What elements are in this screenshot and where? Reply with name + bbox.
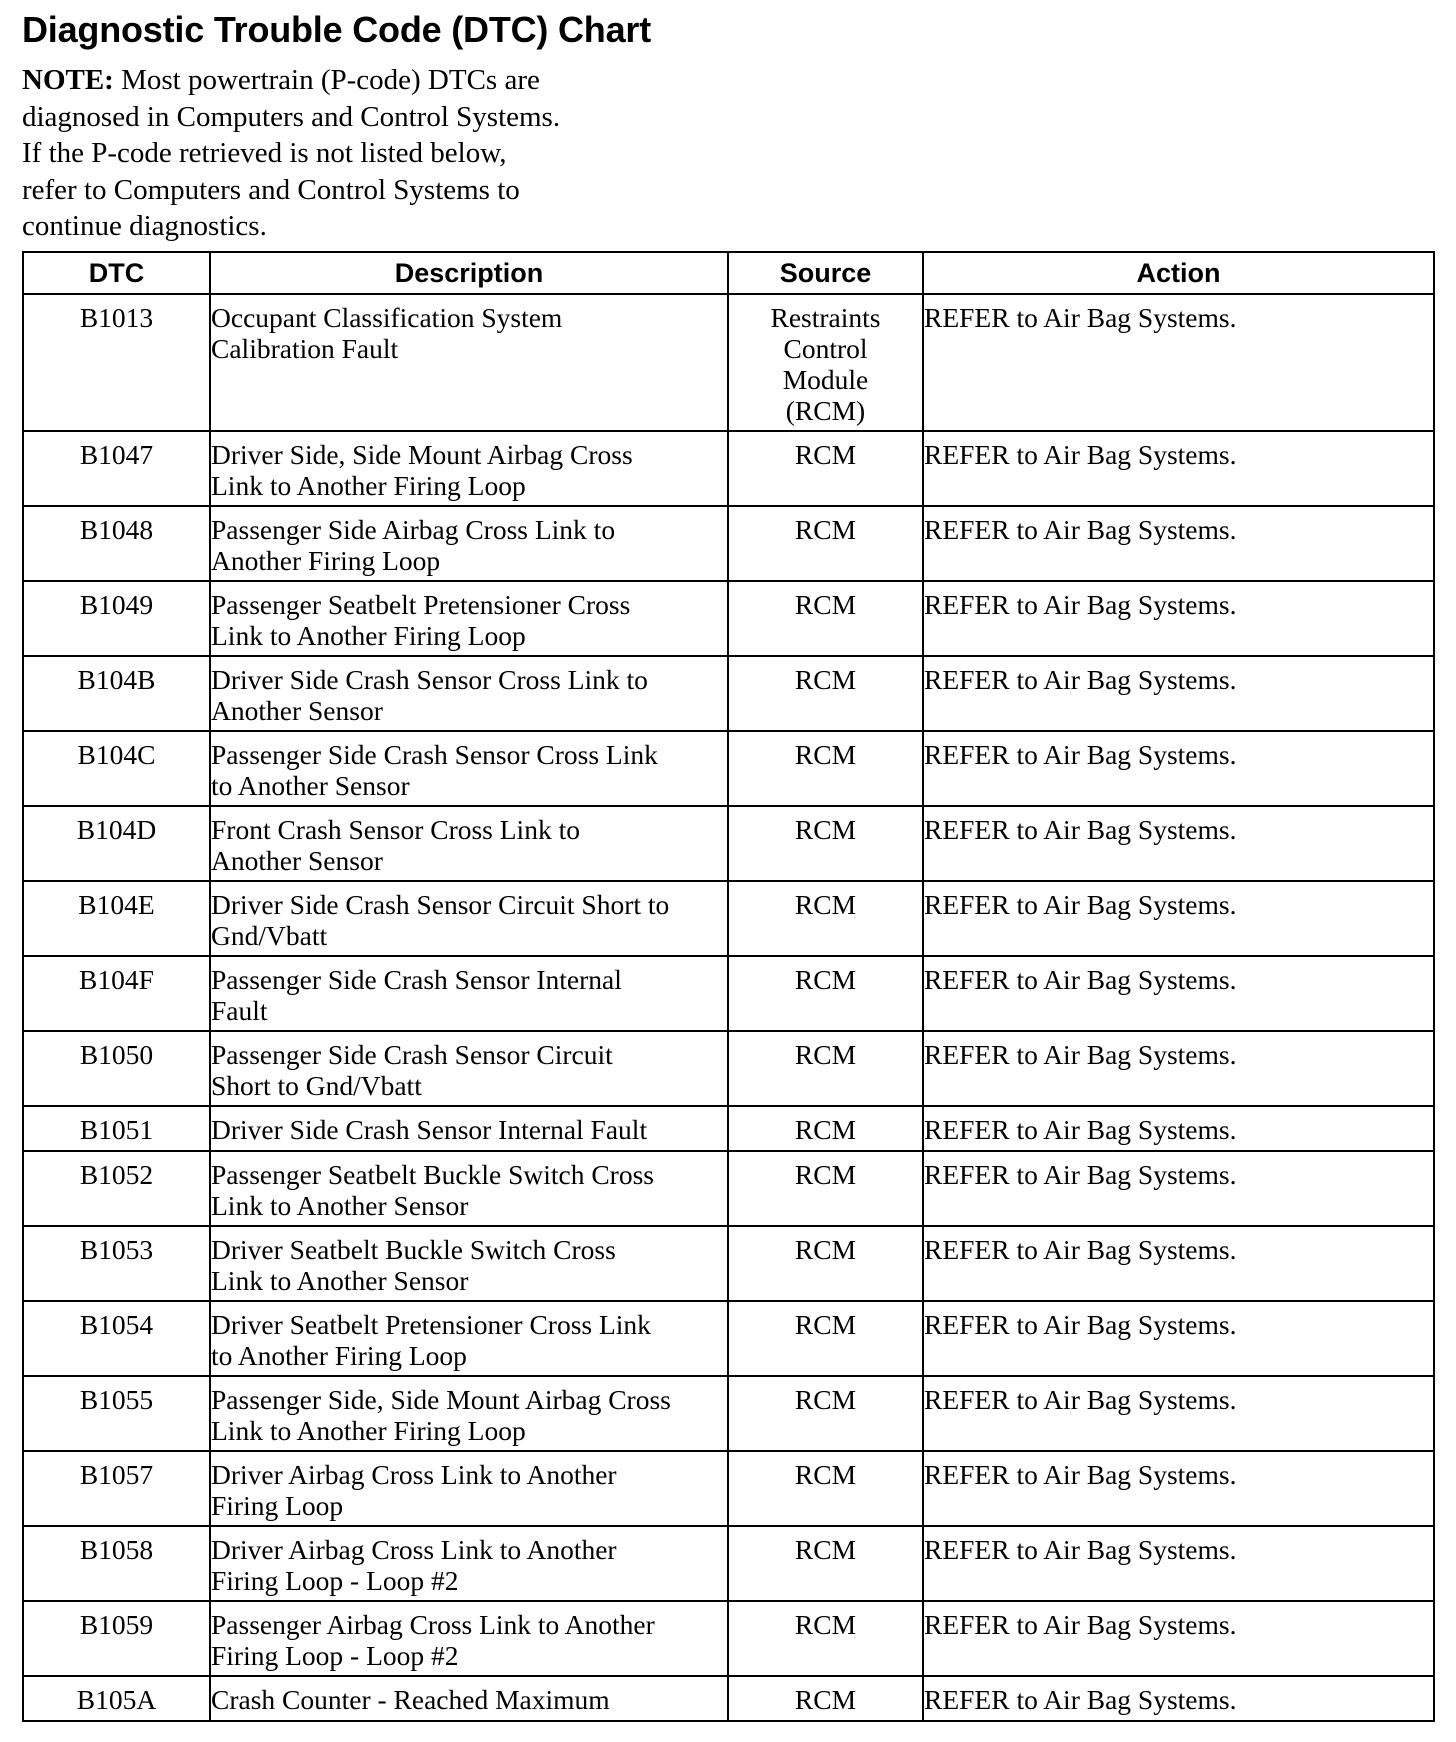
table-header [23, 252, 1434, 294]
description-line: Calibration Fault [211, 333, 399, 364]
source-line: Control [783, 333, 868, 364]
description-line: Passenger Side Airbag Cross Link to [211, 514, 616, 545]
source-line: RCM [794, 1159, 857, 1190]
action-cell: REFER to Air Bag Systems. [923, 506, 1434, 581]
action-cell: REFER to Air Bag Systems. [923, 1676, 1434, 1721]
source-cell [728, 431, 923, 506]
description-line: Another Sensor [211, 845, 383, 876]
dtc-code-cell: B105A [23, 1676, 210, 1721]
description-cell [210, 656, 728, 731]
description-cell [210, 1376, 728, 1451]
description-line: Fault [211, 995, 268, 1026]
table-row [23, 1451, 1434, 1526]
description-line: Driver Airbag Cross Link to Another [211, 1534, 617, 1565]
action-cell: REFER to Air Bag Systems. [923, 581, 1434, 656]
description-line: Front Crash Sensor Cross Link to [211, 814, 580, 845]
source-line: Restraints [770, 302, 881, 333]
note-line: continue diagnostics. [22, 210, 267, 242]
note-text: Most powertrain (P-code) DTCs are [113, 64, 540, 96]
source-cell [728, 1106, 923, 1151]
table-row [23, 1526, 1434, 1601]
action-cell: REFER to Air Bag Systems. [923, 1031, 1434, 1106]
action-cell: REFER to Air Bag Systems. [923, 731, 1434, 806]
description-line: Another Firing Loop [211, 545, 441, 576]
description-line: Crash Counter - Reached Maximum [211, 1684, 610, 1715]
description-line: Passenger Side Crash Sensor Cross Link [211, 739, 658, 770]
source-line: Module [782, 364, 869, 395]
description-cell [210, 431, 728, 506]
dtc-table [22, 251, 1435, 1722]
description-line: Driver Side Crash Sensor Internal Fault [211, 1114, 648, 1145]
description-line: Link to Another Firing Loop [211, 620, 526, 651]
source-cell [728, 731, 923, 806]
note-label: NOTE: [22, 64, 114, 96]
action-cell: REFER to Air Bag Systems. [923, 1601, 1434, 1676]
description-cell [210, 1676, 728, 1721]
description-cell [210, 1451, 728, 1526]
description-line: Link to Another Firing Loop [211, 1415, 526, 1446]
dtc-code-cell: B104C [23, 731, 210, 806]
action-cell: REFER to Air Bag Systems. [923, 1376, 1434, 1451]
source-line: RCM [794, 889, 857, 920]
table-row [23, 1601, 1434, 1676]
table-row [23, 1106, 1434, 1151]
source-cell [728, 1151, 923, 1226]
dtc-code-cell: B1052 [23, 1151, 210, 1226]
action-cell: REFER to Air Bag Systems. [923, 1106, 1434, 1151]
table-row [23, 881, 1434, 956]
source-line: RCM [794, 1684, 857, 1715]
source-line: RCM [794, 1384, 857, 1415]
source-cell [728, 1676, 923, 1721]
source-line: RCM [794, 1114, 857, 1145]
source-cell [728, 806, 923, 881]
description-line: Link to Another Sensor [211, 1190, 469, 1221]
description-line: Driver Side, Side Mount Airbag Cross [211, 439, 633, 470]
header-dtc: DTC [23, 252, 210, 294]
description-line: Passenger Side, Side Mount Airbag Cross [211, 1384, 671, 1415]
header-source: Source [728, 252, 923, 294]
description-line: Firing Loop - Loop #2 [211, 1565, 459, 1596]
table-row [23, 581, 1434, 656]
header-row [23, 252, 1434, 294]
source-cell [728, 656, 923, 731]
description-cell [210, 731, 728, 806]
source-line: RCM [794, 589, 857, 620]
source-line: RCM [794, 514, 857, 545]
description-cell [210, 1106, 728, 1151]
table-row [23, 1301, 1434, 1376]
description-cell [210, 1526, 728, 1601]
table-row [23, 1226, 1434, 1301]
action-cell: REFER to Air Bag Systems. [923, 881, 1434, 956]
description-line: Another Sensor [211, 695, 383, 726]
description-cell [210, 881, 728, 956]
source-line: RCM [794, 1459, 857, 1490]
action-cell: REFER to Air Bag Systems. [923, 956, 1434, 1031]
source-line: RCM [794, 1534, 857, 1565]
description-line: Firing Loop - Loop #2 [211, 1640, 459, 1671]
action-cell: REFER to Air Bag Systems. [923, 1151, 1434, 1226]
action-cell: REFER to Air Bag Systems. [923, 294, 1434, 431]
table-body [23, 294, 1434, 1721]
description-line: to Another Firing Loop [211, 1340, 467, 1371]
description-cell [210, 1301, 728, 1376]
dtc-code-cell: B1050 [23, 1031, 210, 1106]
table-row [23, 1031, 1434, 1106]
description-line: Passenger Seatbelt Pretensioner Cross [211, 589, 631, 620]
description-line: Driver Side Crash Sensor Cross Link to [211, 664, 648, 695]
description-line: Passenger Side Crash Sensor Circuit [211, 1039, 613, 1070]
dtc-code-cell: B104E [23, 881, 210, 956]
description-line: Driver Seatbelt Pretensioner Cross Link [211, 1309, 651, 1340]
description-line: Link to Another Sensor [211, 1265, 469, 1296]
description-cell [210, 581, 728, 656]
table-row [23, 1676, 1434, 1721]
source-cell [728, 506, 923, 581]
table-row [23, 731, 1434, 806]
source-cell [728, 1526, 923, 1601]
dtc-code-cell: B1054 [23, 1301, 210, 1376]
description-line: Driver Seatbelt Buckle Switch Cross [211, 1234, 616, 1265]
source-line: RCM [794, 814, 857, 845]
description-cell [210, 806, 728, 881]
description-line: Gnd/Vbatt [211, 920, 328, 951]
source-cell [728, 581, 923, 656]
table-row [23, 506, 1434, 581]
source-line: RCM [794, 1309, 857, 1340]
description-line: Firing Loop [211, 1490, 344, 1521]
action-cell: REFER to Air Bag Systems. [923, 431, 1434, 506]
dtc-code-cell: B1057 [23, 1451, 210, 1526]
source-cell [728, 1376, 923, 1451]
table-row [23, 806, 1434, 881]
source-cell [728, 294, 923, 431]
table-row [23, 956, 1434, 1031]
table-row [23, 431, 1434, 506]
source-cell [728, 1226, 923, 1301]
description-line: Passenger Side Crash Sensor Internal [211, 964, 622, 995]
source-line: RCM [794, 1609, 857, 1640]
dtc-code-cell: B1048 [23, 506, 210, 581]
action-cell: REFER to Air Bag Systems. [923, 1451, 1434, 1526]
header-action: Action [923, 252, 1434, 294]
header-description: Description [210, 252, 728, 294]
source-cell [728, 1031, 923, 1106]
source-cell [728, 1601, 923, 1676]
description-cell [210, 1031, 728, 1106]
action-cell: REFER to Air Bag Systems. [923, 1526, 1434, 1601]
table-row [23, 656, 1434, 731]
note-line [22, 62, 642, 99]
description-line: Occupant Classification System [211, 302, 563, 333]
dtc-code-cell: B1047 [23, 431, 210, 506]
note-line: diagnosed in Computers and Control Systems. [22, 100, 561, 133]
source-line: RCM [794, 664, 857, 695]
action-cell: REFER to Air Bag Systems. [923, 656, 1434, 731]
note-line: If the P-code retrieved is not listed below, [22, 137, 507, 169]
description-cell [210, 1226, 728, 1301]
description-cell [210, 1601, 728, 1676]
action-cell: REFER to Air Bag Systems. [923, 1301, 1434, 1376]
description-line: Driver Side Crash Sensor Circuit Short to [211, 889, 670, 920]
table-row [23, 1151, 1434, 1226]
source-cell [728, 1451, 923, 1526]
table-row [23, 294, 1434, 431]
source-line: RCM [794, 439, 857, 470]
note-paragraph [22, 62, 642, 245]
dtc-code-cell: B1013 [23, 294, 210, 431]
description-cell [210, 294, 728, 431]
source-line: RCM [794, 964, 857, 995]
description-line: Link to Another Firing Loop [211, 470, 526, 501]
source-cell [728, 881, 923, 956]
description-cell [210, 506, 728, 581]
dtc-code-cell: B1059 [23, 1601, 210, 1676]
dtc-code-cell: B1049 [23, 581, 210, 656]
source-line: RCM [794, 1234, 857, 1265]
action-cell: REFER to Air Bag Systems. [923, 1226, 1434, 1301]
description-line: Passenger Seatbelt Buckle Switch Cross [211, 1159, 654, 1190]
page-title: Diagnostic Trouble Code (DTC) Chart [22, 9, 652, 50]
dtc-code-cell: B1051 [23, 1106, 210, 1151]
table-row [23, 1376, 1434, 1451]
description-line: Passenger Airbag Cross Link to Another [211, 1609, 655, 1640]
dtc-code-cell: B104F [23, 956, 210, 1031]
description-line: Short to Gnd/Vbatt [211, 1070, 422, 1101]
dtc-code-cell: B1055 [23, 1376, 210, 1451]
source-cell [728, 1301, 923, 1376]
source-line: (RCM) [785, 395, 866, 426]
note-line: refer to Computers and Control Systems to [22, 173, 520, 206]
dtc-code-cell: B1058 [23, 1526, 210, 1601]
description-line: Driver Airbag Cross Link to Another [211, 1459, 617, 1490]
source-line: RCM [794, 1039, 857, 1070]
dtc-code-cell: B104B [23, 656, 210, 731]
dtc-code-cell: B1053 [23, 1226, 210, 1301]
dtc-code-cell: B104D [23, 806, 210, 881]
description-cell [210, 1151, 728, 1226]
description-cell [210, 956, 728, 1031]
action-cell: REFER to Air Bag Systems. [923, 806, 1434, 881]
source-line: RCM [794, 739, 857, 770]
source-cell [728, 956, 923, 1031]
description-line: to Another Sensor [211, 770, 410, 801]
